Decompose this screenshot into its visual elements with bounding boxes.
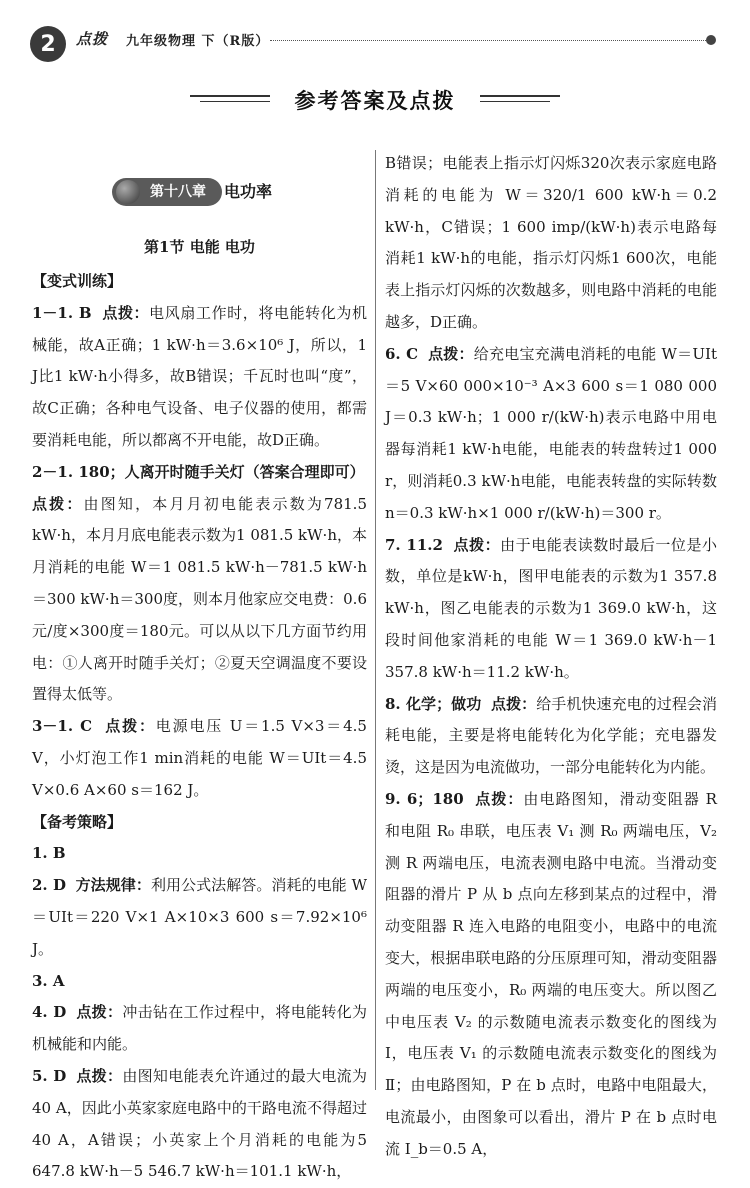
answer-text: 冲击钻在工作过程中，将电能转化为机械能和内能。 [32, 1003, 367, 1054]
left-column [32, 178, 367, 1188]
chapter-label: 第十八章 [150, 184, 206, 200]
answer-label: 点拨： [491, 694, 537, 713]
answer-3-1 [32, 711, 367, 806]
answer-text: 由图知，本月月初电能表示数为781.5 kW·h，本月月底电能表示数为1 081.5 kW·h，本月消耗的电能 W＝1 081.5 kW·h－781.5 kW·h＝300 kW·h＝300度，则本月他家应交电费：0.6元/度×300度＝180元。可以从以下几方面节约用电：①人离开时随手关灯；②夏天空调温度不要设置得太低等。 [32, 494, 367, 704]
banner-line-left-2 [200, 101, 270, 102]
strategy-5 [32, 1061, 367, 1188]
brand-name: 点拨 [76, 30, 109, 48]
answer-number: 2. D [32, 876, 66, 895]
book-title: 九年级物理 下（R版） [126, 34, 270, 49]
answer-text: 由图知电能表允许通过的最大电流为40 A，因此小英家家庭电路中的干路电流不得超过40 A，A错误；小英家上个月消耗的电能为5 647.8 kW·h－5 546.7 kW·h＝101.1 kW·h， [32, 1066, 367, 1181]
answer-number: 1－1. B [32, 303, 92, 322]
answer-text: 给充电宝充满电消耗的电能 W＝UIt＝5 V×60 000×10⁻³ A×3 600 s＝1 080 000 J＝0.3 kW·h；1 000 r/(kW·h)表示电路中用电器每消耗1 kW·h电能，电能表的转盘转过1 000 r，则消耗0.3 kW·h电能，电能表转盘的实际转数 n＝0.3 kW·h×1 000 r/(kW·h)＝300 r。 [385, 344, 717, 522]
answer-label: 点拨： [76, 1003, 123, 1022]
answer-label: 点拨： [102, 303, 150, 322]
section-title: 第1节 电能 电功 [144, 238, 255, 256]
answer-number: 7. 11.2 [385, 535, 443, 554]
answer-label: 方法规律： [75, 876, 151, 895]
answer-label: 点拨： [428, 344, 474, 363]
answer-number: 4. D [32, 1003, 67, 1022]
answer-number: 3－1. C [32, 717, 93, 736]
banner-line-right [480, 95, 560, 97]
answer-label: 点拨： [105, 717, 156, 736]
answer-number: 6. C [385, 344, 419, 363]
answer-text: 电风扇工作时，将电能转化为机械能，故A正确；1 kW·h＝3.6×10⁶ J，所以，1 J比1 kW·h小得多，故B错误；千瓦时也叫“度”，故C正确；各种电气设备、电子仪器的使用，都需要消耗电能，所以都离不开电能，故D正确。 [32, 303, 367, 449]
page-number: 2 [30, 26, 66, 62]
answer-label: 点拨： [76, 1066, 123, 1085]
strategy-3: 3. A [32, 971, 65, 990]
answer-number: 9. 6；180 [385, 789, 464, 808]
header-rule [270, 40, 710, 41]
header-dot [706, 35, 716, 45]
strategy-6 [385, 339, 717, 530]
column-divider [375, 150, 376, 1090]
answer-text: 利用公式法解答。消耗的电能 W＝UIt＝220 V×1 A×10×3 600 s＝7.92×10⁶ J。 [32, 876, 367, 958]
answer-1-1 [32, 298, 367, 457]
strategy-9 [385, 784, 717, 1166]
chapter-title: 电功率 [224, 182, 273, 201]
exam-strategy-tag: 【备考策略】 [32, 812, 123, 831]
answer-number: 8. 化学；做功 [385, 694, 482, 713]
answer-text: 给手机快速充电的过程会消耗电能，主要是将电能转化为化学能；充电器发烫，这是因为电流做功，一部分电能转化为内能。 [385, 694, 717, 777]
answer-label: 点拨： [475, 789, 524, 808]
answer-2-1-explain [32, 489, 367, 712]
answer-text: 由电路图知，滑动变阻器 R 和电阻 R₀ 串联，电压表 V₁ 测 R₀ 两端电压，V₂ 测 R 两端电压，电流表测电路中电流。当滑动变阻器的滑片 P 从 b 点向左移到某点的过程中，滑动变阻器 R 连入电路的电阻变小，电路中的电流变大，根据串联电路的分压原理可知，滑动变阻器两端的电压变小，R₀ 两端的电压变大。所以图乙中电压表 V₂ 的示数随电流表示数变化的图线为Ⅰ，电压表 V₁ 的示数随电流表示数变化的图线为Ⅱ；由电路图知，P 在 b 点时，电路中电阻最大，电流最小，由图象可以看出，滑片 P 在 b 点时电流 I_b＝0.5 A， [385, 789, 717, 1158]
answer-number: 2－1. 180；人离开时随手关灯（答案合理即可） [32, 462, 365, 481]
strategy-5-continued: B错误；电能表上指示灯闪烁320次表示家庭电路消耗的电能为 W＝320/1 600 kW·h＝0.2 kW·h，C错误；1 600 imp/(kW·h)表示电路每消耗1 kW·h的电能，指示灯闪烁1 600次，电能表上指示灯闪烁的次数越多，则电路中消耗的电能越多，D正确。 [385, 154, 717, 331]
banner-line-right-2 [480, 101, 550, 102]
answers-banner [190, 85, 560, 121]
strategy-2 [32, 870, 367, 965]
strategy-8 [385, 689, 717, 784]
strategy-7 [385, 530, 717, 689]
banner-title: 参考答案及点拨 [294, 89, 456, 113]
answer-label: 点拨： [453, 535, 501, 554]
right-column [385, 148, 717, 1166]
page-header [0, 0, 750, 70]
chapter-globe-icon [116, 180, 140, 204]
banner-line-left [190, 95, 270, 97]
strategy-4 [32, 997, 367, 1061]
strategy-1: 1. B [32, 844, 66, 863]
answer-number: 5. D [32, 1066, 67, 1085]
answer-text: 由于电能表读数时最后一位是小数，单位是kW·h，图甲电能表的示数为1 357.8 kW·h，图乙电能表的示数为1 369.0 kW·h，这段时间他家消耗的电能 W＝1 369.0 kW·h－1 357.8 kW·h＝11.2 kW·h。 [385, 535, 717, 681]
chapter-header [32, 178, 367, 216]
answer-text: 电源电压 U＝1.5 V×3＝4.5 V，小灯泡工作1 min消耗的电能 W＝UIt＝4.5 V×0.6 A×60 s＝162 J。 [32, 717, 367, 799]
answer-2-1 [32, 457, 367, 489]
chapter-badge [112, 178, 222, 206]
variant-training-tag: 【变式训练】 [32, 272, 123, 290]
answer-label: 点拨： [32, 494, 84, 513]
